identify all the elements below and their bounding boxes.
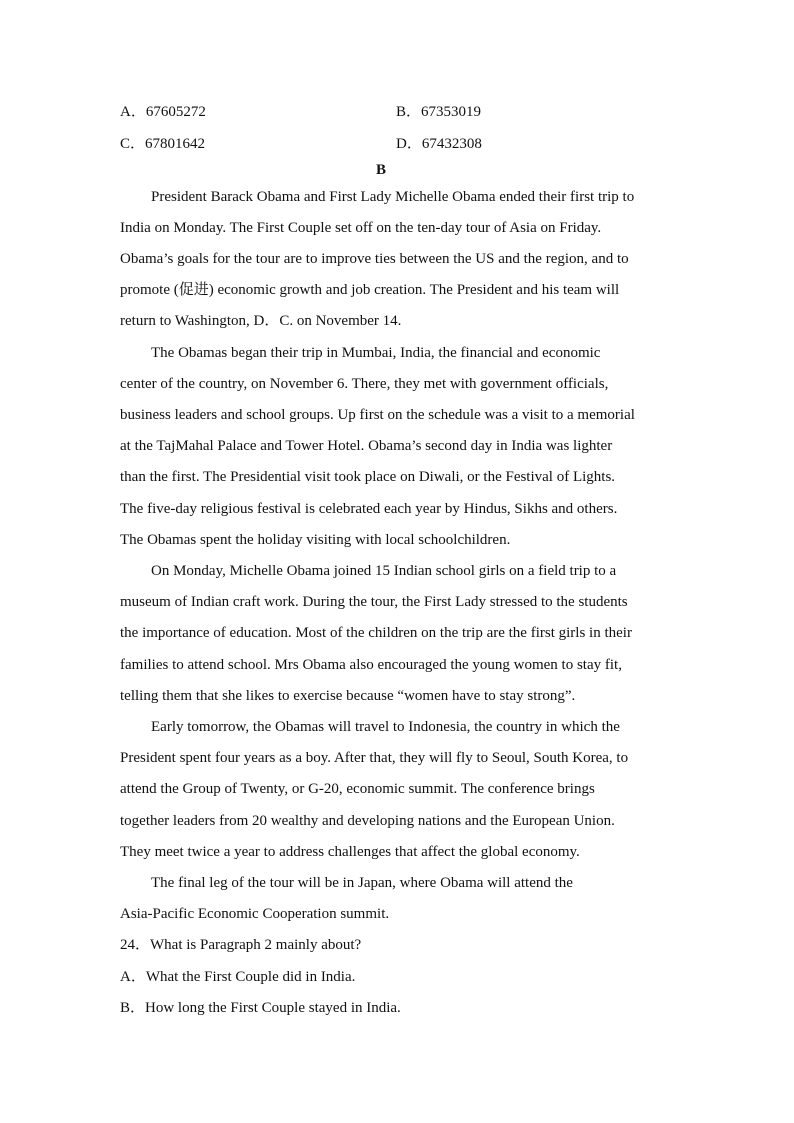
passage-line: at the TajMahal Palace and Tower Hotel. Obama’s second day in India was lighter [120,438,613,454]
question-option-a: A．What the First Couple did in India. [120,969,356,985]
passage-line: India on Monday. The First Couple set off on the ten-day tour of Asia on Friday. [120,220,602,236]
passage-line: President spent four years as a boy. After that, they will fly to Seoul, South Korea, to [120,750,629,766]
passage-line: On Monday, Michelle Obama joined 15 Indian school girls on a field trip to a [151,563,617,579]
passage-line: together leaders from 20 wealthy and developing nations and the European Union. [120,813,615,829]
option-a-prev: A．67605272 [120,104,206,120]
passage-line: Asia-Pacific Economic Cooperation summit. [120,906,390,922]
passage-line: The Obamas began their trip in Mumbai, India, the financial and economic [151,345,601,361]
passage-line: telling them that she likes to exercise because “women have to stay strong”. [120,688,576,704]
passage-line: return to Washington, D．C. on November 14. [120,313,402,329]
passage-line: attend the Group of Twenty, or G-20, economic summit. The conference brings [120,781,595,797]
passage-line: The five-day religious festival is celebrated each year by Hindus, Sikhs and others. [120,501,618,517]
passage-line: President Barack Obama and First Lady Michelle Obama ended their first trip to [151,189,635,205]
option-d-prev: D．67432308 [396,136,482,152]
question-option-b: B．How long the First Couple stayed in India. [120,1000,401,1016]
passage-line: The Obamas spent the holiday visiting with local schoolchildren. [120,532,511,548]
passage-line: The final leg of the tour will be in Japan, where Obama will attend the [151,875,573,891]
passage-line: Obama’s goals for the tour are to improve ties between the US and the region, and to [120,251,629,267]
option-b-prev: B．67353019 [396,104,482,120]
passage-line: families to attend school. Mrs Obama also encouraged the young women to stay fit, [120,657,622,673]
passage-line: than the first. The Presidential visit took place on Diwali, or the Festival of Lights. [120,469,616,485]
option-c-prev: C．67801642 [120,136,206,152]
section-heading: B [375,162,386,178]
passage-line: museum of Indian craft work. During the tour, the First Lady stressed to the students [120,594,628,610]
passage-line: the importance of education. Most of the children on the trip are the first girls in their [120,625,632,641]
question-stem: 24．What is Paragraph 2 mainly about? [120,937,362,953]
passage-line: Early tomorrow, the Obamas will travel to Indonesia, the country in which the [151,719,620,735]
passage-line: business leaders and school groups. Up first on the schedule was a visit to a memorial [120,407,635,423]
passage-line: They meet twice a year to address challenges that affect the global economy. [120,844,580,860]
passage-line: center of the country, on November 6. There, they met with government officials, [120,376,609,392]
passage-line: promote (促进) economic growth and job creation. The President and his team will [120,282,620,298]
